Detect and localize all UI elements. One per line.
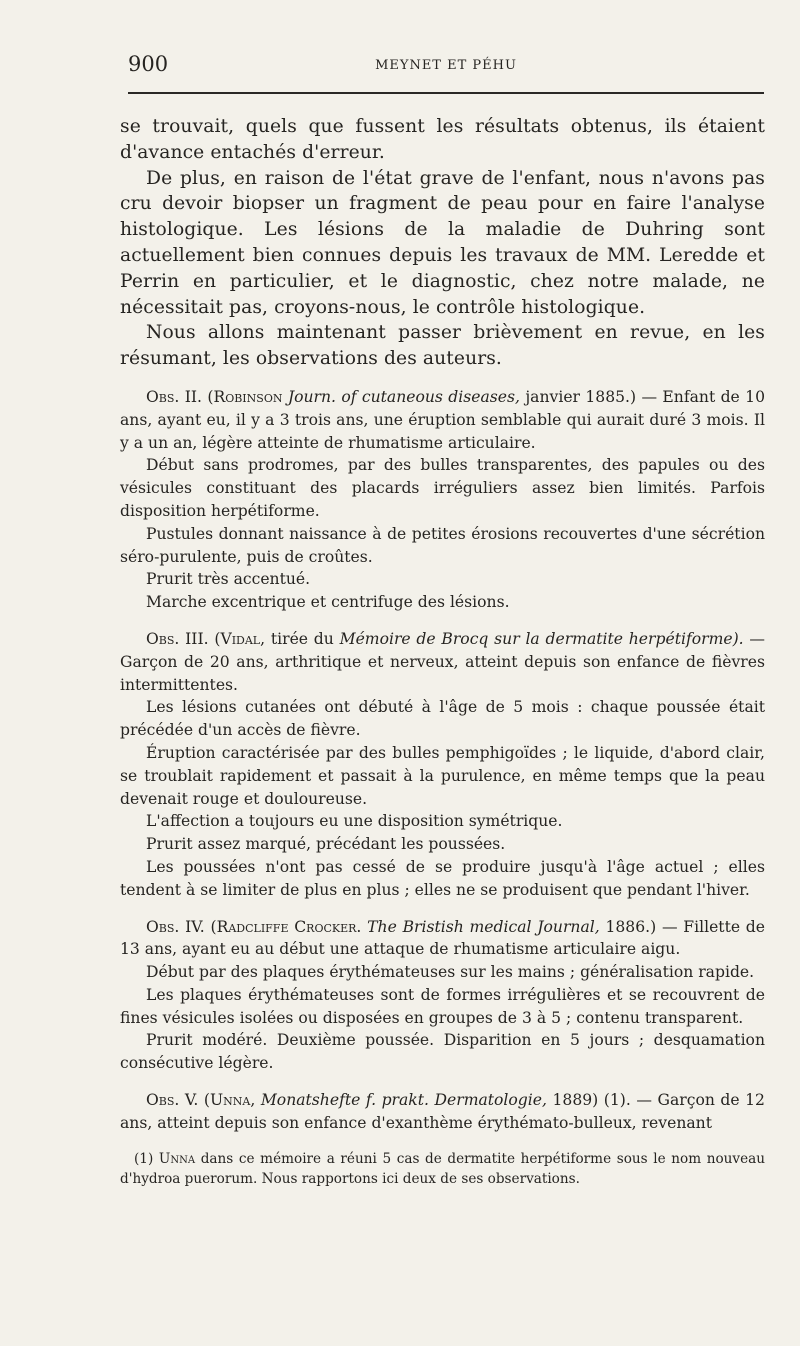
obs-mid: tirée du <box>270 629 334 648</box>
obs-journal: Mémoire de Brocq sur la dermatite herpétiforme). <box>339 629 744 648</box>
obs-journal: The Bristish medical Journal, <box>367 917 600 936</box>
obs-text: — Garçon de 20 ans, arthritique et nerveux, atteint depuis son enfance de fièvres intermittentes. <box>120 629 765 694</box>
observation-2: Obs. II. (Robinson Journ. of cutaneous diseases, janvier 1885.) — Enfant de 10 ans, ayant eu, il y a 3 trois ans, une éruption semblable qui aurait duré 3 mois. Il y a un an, légère atteinte de rhumatisme articulaire. <box>120 387 765 452</box>
obs-label: Obs. V. <box>146 1091 199 1110</box>
paragraph-3: Nous allons maintenant passer brièvement en revue, en les résumant, les observations des auteurs. <box>120 322 765 370</box>
footnote-author: Unna <box>158 1150 196 1167</box>
observation-4: Obs. IV. (Radcliffe Crocker. The Bristish medical Journal, 1886.) — Fillette de 13 ans, ayant eu au début une attaque de rhumatisme articulaire aigu. <box>120 917 766 959</box>
obs-paragraph: Les lésions cutanées ont débuté à l'âge de 5 mois : chaque poussée était précédée d'un accès de fièvre. <box>120 698 765 740</box>
page-header <box>128 52 764 86</box>
header-rule <box>128 92 764 94</box>
obs-paragraph: Prurit très accentué. <box>146 570 311 589</box>
obs-paragraph: Début par des plaques érythémateuses sur les mains ; généralisation rapide. <box>146 963 755 982</box>
obs-text: 1889) (1). — Garçon de 12 ans, atteint depuis son enfance d'exanthème érythémato-bulleux, revenant <box>120 1091 765 1132</box>
running-head: MEYNET ET PÉHU <box>375 58 517 73</box>
obs-paragraph: Prurit modéré. Deuxième poussée. Disparition en 5 jours ; desquamation consécutive légère. <box>120 1031 765 1073</box>
footnote-marker: (1) <box>134 1150 154 1167</box>
observation-3: Obs. III. (Vidal, tirée du Mémoire de Brocq sur la dermatite herpétiforme). — Garçon de 20 ans, arthritique et nerveux, atteint depuis son enfance de fièvres intermittentes. <box>120 629 765 694</box>
obs-author: Unna, <box>210 1091 256 1110</box>
obs-text: janvier 1885.) — Enfant de 10 ans, ayant eu, il y a 3 trois ans, une éruption semblable qui aurait duré 3 mois. Il y a un an, légère atteinte de rhumatisme articulaire. <box>120 387 765 452</box>
obs-paragraph: Éruption caractérisée par des bulles pemphigoïdes ; le liquide, d'abord clair, se troublait rapidement et passait à la purulence, en même temps que la peau devenait rouge et douloureuse. <box>120 743 765 808</box>
paragraph-1: se trouvait, quels que fussent les résultats obtenus, ils étaient d'avance entachés d'erreur. <box>120 116 765 163</box>
footnote <box>120 1149 765 1189</box>
obs-author: Robinson <box>213 387 283 406</box>
obs-label: Obs. IV. <box>146 917 205 936</box>
obs-paragraph: Prurit assez marqué, précédant les poussées. <box>146 835 506 854</box>
obs-paragraph: L'affection a toujours eu une disposition symétrique. <box>146 812 563 831</box>
page-number: 900 <box>128 52 169 76</box>
obs-journal: Journ. of cutaneous diseases, <box>287 387 520 406</box>
obs-journal: Monatshefte f. prakt. Dermatologie, <box>260 1091 547 1110</box>
obs-text: 1886.) — Fillette de 13 ans, ayant eu au début une attaque de rhumatisme articulaire aigu. <box>120 917 766 959</box>
obs-author: Vidal, <box>220 629 266 648</box>
obs-paragraph: Marche excentrique et centrifuge des lésions. <box>146 593 510 612</box>
footnote-text: dans ce mémoire a réuni 5 cas de dermatite herpétiforme sous le nom nouveau d'hydroa puerorum. Nous rapportons ici deux de ses observations. <box>120 1150 766 1187</box>
obs-paragraph: Pustules donnant naissance à de petites érosions recouvertes d'une sécrétion séro-purulente, puis de croûtes. <box>120 524 765 566</box>
observation-5: Obs. V. (Unna, Monatshefte f. prakt. Dermatologie, 1889) (1). — Garçon de 12 ans, atteint depuis son enfance d'exanthème érythémato-bulleux, revenant <box>120 1091 765 1132</box>
obs-label: Obs. II. <box>146 387 203 406</box>
obs-author: Radcliffe Crocker. <box>216 917 362 936</box>
paragraph-2: De plus, en raison de l'état grave de l'enfant, nous n'avons pas cru devoir biopser un fragment de peau pour en faire l'analyse histologique. Les lésions de la maladie de Duhring sont actuellement bien connues depuis les travaux de MM. Leredde et Perrin en particulier, et le diagnostic, chez notre malade, ne nécessitait pas, croyons-nous, le contrôle histologique. <box>120 167 765 318</box>
obs-label: Obs. III. <box>146 629 209 648</box>
obs-paragraph: Les plaques érythémateuses sont de formes irrégulières et se recouvrent de fines vésicules isolées ou disposées en groupes de 3 à 5 ; contenu transparent. <box>120 985 765 1027</box>
page-body <box>120 114 765 1189</box>
obs-paragraph: Début sans prodromes, par des bulles transparentes, des papules ou des vésicules constituant des placards irréguliers assez bien limités. Parfois disposition herpétiforme. <box>120 456 765 520</box>
obs-paragraph: Les poussées n'ont pas cessé de se produire jusqu'à l'âge actuel ; elles tendent à se limiter de plus en plus ; elles ne se produisent que pendant l'hiver. <box>120 857 765 899</box>
